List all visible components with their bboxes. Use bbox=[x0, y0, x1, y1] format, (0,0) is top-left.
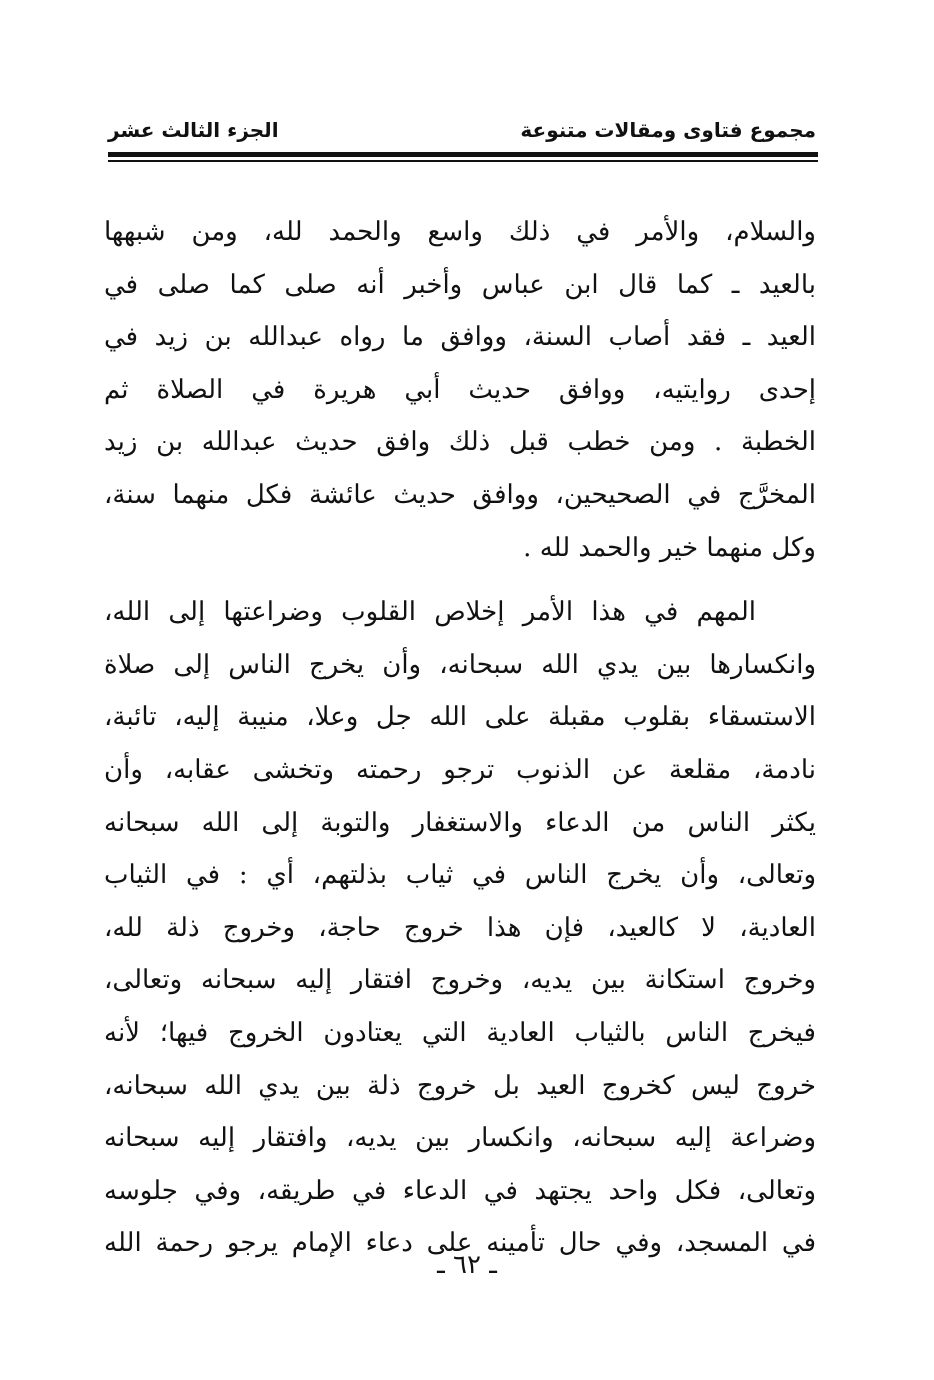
paragraph-1 bbox=[104, 206, 816, 574]
text-line: فيخرج الناس بالثياب العادية التي يعتادون الخروج فيها؛ لأنه bbox=[104, 1017, 816, 1048]
text-line: بالعيد ـ كما قال ابن عباس وأخبر أنه صلى كما صلى في bbox=[104, 269, 816, 300]
text-line: العيد ـ فقد أصاب السنة، ووافق ما رواه عبدالله بن زيد في bbox=[104, 322, 816, 353]
text-line: وخروج استكانة بين يديه، وخروج افتقار إليه سبحانه وتعالى، bbox=[104, 965, 816, 996]
page-number: ـ ٦٢ ـ bbox=[437, 1250, 497, 1280]
running-head bbox=[108, 118, 816, 150]
text-line: في المسجد، وفي حال تأمينه على دعاء الإمام يرجو رحمة الله bbox=[104, 1228, 816, 1259]
text-line: نادمة، مقلعة عن الذنوب ترجو رحمته وتخشى عقابه، وأن bbox=[104, 754, 816, 785]
text-line: والسلام، والأمر في ذلك واسع والحمد لله، ومن شبهها bbox=[104, 217, 816, 247]
text-line: الخطبة . ومن خطب قبل ذلك وافق حديث عبدالله بن زيد bbox=[104, 427, 816, 458]
text-line: وتعالى، وأن يخرج الناس في ثياب بذلتهم، أي : في الثياب bbox=[104, 860, 816, 891]
text-line: يكثر الناس من الدعاء والاستغفار والتوبة إلى الله سبحانه bbox=[104, 807, 816, 838]
text-line: العادية، لا كالعيد، فإن هذا خروج حاجة، وخروج ذلة لله، bbox=[104, 912, 816, 943]
body-text bbox=[104, 206, 816, 1270]
text-line: المهم في هذا الأمر إخلاص القلوب وضراعتها إلى الله، bbox=[104, 597, 756, 628]
text-line: وانكسارها بين يدي الله سبحانه، وأن يخرج الناس إلى صلاة bbox=[104, 649, 816, 680]
header-rule-thin bbox=[108, 160, 818, 162]
text-line: المخرَّج في الصحيحين، ووافق حديث عائشة فكل منهما سنة، bbox=[104, 479, 816, 510]
text-line: وضراعة إليه سبحانه، وانكسار بين يديه، وافتقار إليه سبحانه bbox=[104, 1123, 816, 1154]
text-line: وكل منهما خير والحمد لله . bbox=[523, 532, 816, 563]
paragraph-gap bbox=[104, 574, 816, 586]
text-line: الاستسقاء بقلوب مقبلة على الله جل وعلا، منيبة إليه، تائبة، bbox=[104, 702, 816, 733]
header-rule-thick bbox=[108, 152, 818, 157]
text-line: إحدى روايتيه، ووافق حديث أبي هريرة في الصلاة ثم bbox=[104, 374, 816, 405]
paragraph-2 bbox=[104, 586, 816, 1270]
text-line: خروج ليس كخروج العيد بل خروج ذلة بين يدي الله سبحانه، bbox=[104, 1070, 816, 1101]
text-line: وتعالى، فكل واحد يجتهد في الدعاء في طريقه، وفي جلوسه bbox=[104, 1175, 816, 1206]
volume-label: الجزء الثالث عشر bbox=[108, 118, 279, 142]
book-title: مجموع فتاوى ومقالات متنوعة bbox=[520, 118, 816, 142]
